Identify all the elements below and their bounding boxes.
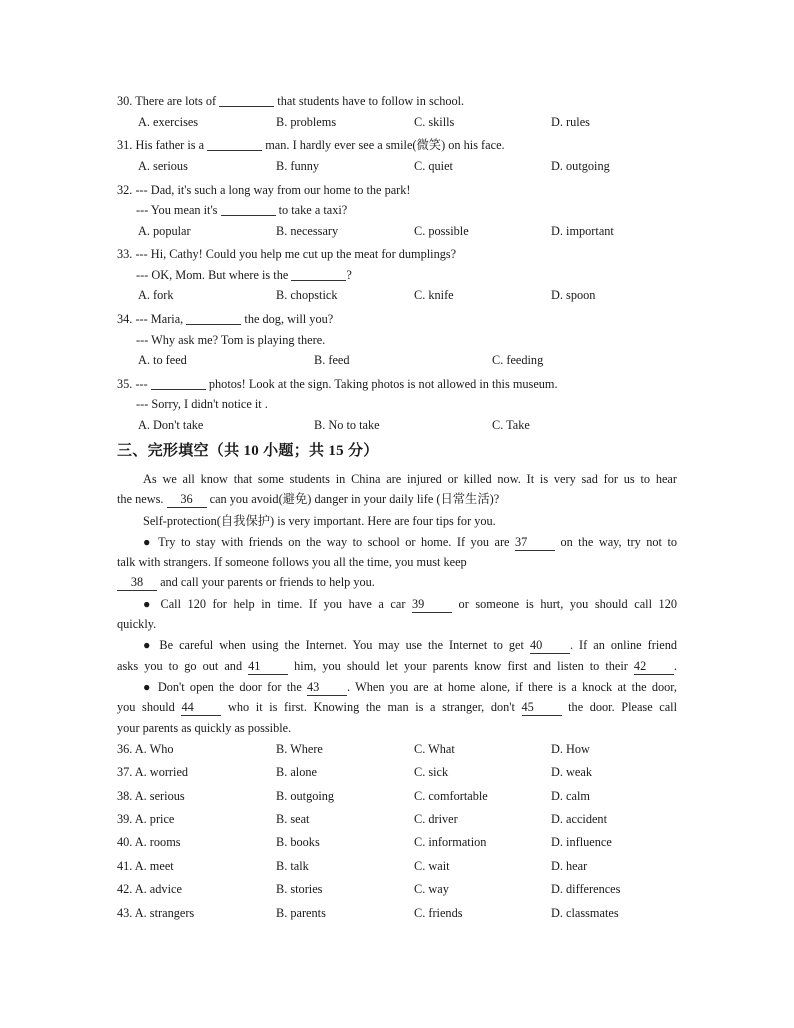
option-a: A. serious bbox=[134, 788, 185, 803]
answer-blank bbox=[219, 95, 274, 107]
option-a: A. rooms bbox=[134, 835, 181, 850]
option-b: B. No to take bbox=[314, 417, 380, 432]
passage-line bbox=[117, 697, 677, 717]
option-c: C. quiet bbox=[414, 158, 453, 173]
options-row bbox=[117, 415, 677, 436]
answer-blank: 36 bbox=[167, 493, 207, 508]
option-c: C. information bbox=[414, 835, 487, 850]
question-number: 42. bbox=[117, 882, 133, 897]
passage-paragraph bbox=[117, 635, 677, 676]
text-segment: ● Don't open the door for the bbox=[143, 679, 308, 694]
option-c: C. Take bbox=[492, 417, 530, 432]
text-segment: man. I hardly ever see a smile(微笑) on his face. bbox=[262, 138, 505, 153]
text-segment: Self-protection(自我保护) is very important. Here are four tips for you. bbox=[143, 513, 496, 528]
option-a-cell bbox=[117, 878, 276, 901]
question-stem-line bbox=[117, 394, 677, 415]
text-segment: --- Why ask me? Tom is playing there. bbox=[136, 332, 326, 347]
question-number: 31. bbox=[117, 138, 133, 153]
text-segment: that students have to follow in school. bbox=[274, 94, 465, 108]
question-stem-line bbox=[117, 91, 677, 112]
option-c: C. possible bbox=[414, 223, 469, 238]
cloze-options-row bbox=[117, 761, 677, 784]
text-segment: --- bbox=[135, 376, 151, 391]
option-d: D. calm bbox=[551, 788, 590, 803]
question-number: 35. bbox=[117, 376, 133, 391]
option-d: D. hear bbox=[551, 858, 588, 873]
cloze-options bbox=[117, 738, 677, 925]
text-segment: There are lots of bbox=[135, 94, 220, 108]
text-segment: photos! Look at the sign. Taking photos is not allowed in this museum. bbox=[205, 376, 558, 391]
passage-line bbox=[117, 677, 677, 697]
answer-blank: 44 bbox=[181, 701, 221, 716]
option-d: D. weak bbox=[551, 765, 592, 780]
option-c: C. driver bbox=[414, 812, 458, 827]
option-a-cell bbox=[117, 831, 276, 854]
option-b: B. necessary bbox=[276, 223, 339, 238]
passage-line bbox=[117, 511, 677, 531]
question-number: 36. bbox=[117, 741, 133, 756]
text-segment: --- You mean it's bbox=[136, 203, 221, 218]
option-b: B. alone bbox=[276, 765, 317, 780]
text-segment: . If an online friend bbox=[569, 638, 677, 653]
text-segment: to take a taxi? bbox=[275, 203, 348, 218]
question-number: 40. bbox=[117, 835, 133, 850]
answer-blank: 38 bbox=[117, 576, 157, 591]
option-d: D. rules bbox=[551, 114, 590, 129]
question-number: 39. bbox=[117, 812, 133, 827]
answer-blank bbox=[186, 313, 241, 325]
option-b: B. outgoing bbox=[276, 788, 335, 803]
cloze-options-row bbox=[117, 738, 677, 761]
passage-paragraph bbox=[117, 677, 677, 738]
text-segment: As we all know that some students in China are injured or killed now. It is very sad for us to hear bbox=[143, 471, 677, 486]
options-row bbox=[117, 156, 677, 177]
text-segment: --- OK, Mom. But where is the bbox=[136, 267, 292, 282]
answer-blank bbox=[207, 139, 262, 151]
cloze-passage bbox=[117, 469, 677, 738]
option-c: C. What bbox=[414, 741, 455, 756]
option-a: A. to feed bbox=[138, 353, 187, 368]
question-item bbox=[117, 135, 677, 176]
passage-line bbox=[117, 469, 677, 489]
question-number: 37. bbox=[117, 765, 133, 780]
answer-blank bbox=[291, 269, 346, 281]
answer-blank bbox=[221, 204, 276, 216]
answer-blank: 45 bbox=[522, 701, 562, 716]
question-item bbox=[117, 180, 677, 242]
option-d: D. spoon bbox=[551, 288, 596, 303]
text-segment: --- Sorry, I didn't notice it . bbox=[136, 397, 268, 412]
passage-paragraph bbox=[117, 511, 677, 531]
text-segment: ● Call 120 for help in time. If you have a car bbox=[143, 596, 412, 611]
option-a-cell bbox=[117, 855, 276, 878]
text-segment: . bbox=[673, 658, 677, 673]
option-a: A. strangers bbox=[134, 905, 195, 920]
options-row bbox=[117, 285, 677, 306]
option-b: B. funny bbox=[276, 158, 320, 173]
text-segment: can you avoid(避免) danger in your daily life (日常生活)? bbox=[206, 492, 500, 507]
option-d: D. influence bbox=[551, 835, 612, 850]
question-number: 34. bbox=[117, 312, 133, 327]
text-segment: the news. bbox=[117, 492, 167, 507]
option-d: D. classmates bbox=[551, 905, 619, 920]
text-segment: ? bbox=[346, 267, 352, 282]
option-b: B. chopstick bbox=[276, 288, 338, 303]
passage-paragraph bbox=[117, 594, 677, 635]
passage-line bbox=[117, 552, 677, 572]
multiple-choice-questions bbox=[117, 91, 677, 435]
option-b: B. parents bbox=[276, 905, 326, 920]
option-b: B. Where bbox=[276, 741, 323, 756]
question-number: 43. bbox=[117, 905, 133, 920]
text-segment: or someone is hurt, you should call 120 bbox=[451, 596, 677, 611]
passage-line bbox=[117, 635, 677, 655]
text-segment: --- Hi, Cathy! Could you help me cut up the meat for dumplings? bbox=[135, 247, 457, 262]
question-number: 32. bbox=[117, 182, 133, 197]
answer-blank bbox=[151, 378, 206, 390]
answer-blank: 42 bbox=[634, 660, 674, 675]
option-a: A. popular bbox=[138, 223, 191, 238]
option-b: B. stories bbox=[276, 882, 323, 897]
passage-line bbox=[117, 594, 677, 614]
option-d: D. accident bbox=[551, 812, 607, 827]
option-d: D. important bbox=[551, 223, 614, 238]
question-number: 41. bbox=[117, 858, 133, 873]
answer-blank: 37 bbox=[515, 536, 555, 551]
text-segment: and call your parents or friends to help you. bbox=[157, 575, 375, 590]
cloze-options-row bbox=[117, 878, 677, 901]
option-a-cell bbox=[117, 902, 276, 925]
option-c: C. skills bbox=[414, 114, 455, 129]
question-stem-line bbox=[117, 374, 677, 395]
passage-line bbox=[117, 532, 677, 552]
text-segment: you should bbox=[117, 700, 182, 715]
option-a: A. price bbox=[134, 812, 175, 827]
option-c: C. friends bbox=[414, 905, 463, 920]
option-a-cell bbox=[117, 785, 276, 808]
passage-paragraph bbox=[117, 532, 677, 593]
option-c: C. feeding bbox=[492, 353, 544, 368]
question-stem-line bbox=[117, 200, 677, 221]
text-segment: quickly. bbox=[117, 617, 157, 632]
question-stem-line bbox=[117, 309, 677, 330]
question-item bbox=[117, 244, 677, 306]
option-c: C. wait bbox=[414, 858, 450, 873]
option-b: B. problems bbox=[276, 114, 337, 129]
option-a: A. serious bbox=[138, 158, 188, 173]
question-stem-line bbox=[117, 265, 677, 286]
passage-line bbox=[117, 614, 677, 634]
text-segment: ● Be careful when using the Internet. You may use the Internet to get bbox=[143, 638, 530, 653]
text-segment: . When you are at home alone, if there is a knock at the door, bbox=[347, 679, 677, 694]
option-a: A. meet bbox=[134, 858, 174, 873]
question-item bbox=[117, 374, 677, 436]
option-a: A. fork bbox=[138, 288, 174, 303]
passage-line bbox=[117, 489, 677, 509]
answer-blank: 43 bbox=[307, 681, 347, 696]
passage-line bbox=[117, 572, 677, 592]
option-a: A. exercises bbox=[138, 114, 199, 129]
option-d: D. differences bbox=[551, 882, 621, 897]
option-b: B. feed bbox=[314, 353, 350, 368]
cloze-options-row bbox=[117, 808, 677, 831]
cloze-options-row bbox=[117, 785, 677, 808]
passage-line bbox=[117, 656, 677, 676]
option-c: C. comfortable bbox=[414, 788, 488, 803]
options-row bbox=[117, 221, 677, 242]
exam-page bbox=[117, 91, 677, 925]
answer-blank: 40 bbox=[530, 639, 570, 654]
options-row bbox=[117, 112, 677, 133]
option-a: A. Who bbox=[134, 741, 174, 756]
option-a: A. advice bbox=[134, 882, 182, 897]
question-number: 33. bbox=[117, 247, 133, 262]
option-a-cell bbox=[117, 808, 276, 831]
cloze-options-row bbox=[117, 902, 677, 925]
cloze-options-row bbox=[117, 831, 677, 854]
passage-line bbox=[117, 718, 677, 738]
question-number: 38. bbox=[117, 788, 133, 803]
question-item bbox=[117, 309, 677, 371]
option-d: D. How bbox=[551, 741, 590, 756]
question-stem-line bbox=[117, 180, 677, 201]
text-segment: your parents as quickly as possible. bbox=[117, 720, 292, 735]
text-segment: the door. Please call bbox=[561, 700, 678, 715]
question-number: 30. bbox=[117, 94, 133, 108]
option-b: B. talk bbox=[276, 858, 309, 873]
option-c: C. way bbox=[414, 882, 449, 897]
text-segment: asks you to go out and bbox=[117, 658, 249, 673]
option-a-cell bbox=[117, 738, 276, 761]
text-segment: the dog, will you? bbox=[241, 312, 334, 327]
text-segment: who it is first. Knowing the man is a stranger, don't bbox=[221, 700, 522, 715]
cloze-options-row bbox=[117, 855, 677, 878]
option-c: C. sick bbox=[414, 765, 449, 780]
options-row bbox=[117, 350, 677, 371]
text-segment: talk with strangers. If someone follows you all the time, you must keep bbox=[117, 555, 467, 570]
text-segment: --- Dad, it's such a long way from our home to the park! bbox=[135, 182, 411, 197]
text-segment: ● Try to stay with friends on the way to school or home. If you are bbox=[143, 534, 516, 549]
option-b: B. books bbox=[276, 835, 320, 850]
question-stem-line bbox=[117, 330, 677, 351]
option-d: D. outgoing bbox=[551, 158, 610, 173]
text-segment: His father is a bbox=[135, 138, 208, 153]
question-stem-line bbox=[117, 135, 677, 156]
text-segment: him, you should let your parents know first and listen to their bbox=[288, 658, 634, 673]
answer-blank: 39 bbox=[412, 598, 452, 613]
option-a: A. Don't take bbox=[138, 417, 204, 432]
section-title: 三、完形填空（共 10 小题；共 15 分） bbox=[117, 443, 379, 460]
question-item bbox=[117, 91, 677, 132]
option-c: C. knife bbox=[414, 288, 454, 303]
text-segment: on the way, try not to bbox=[555, 534, 678, 549]
option-a: A. worried bbox=[134, 765, 189, 780]
option-a-cell bbox=[117, 761, 276, 784]
passage-paragraph bbox=[117, 469, 677, 510]
answer-blank: 41 bbox=[248, 660, 288, 675]
option-b: B. seat bbox=[276, 812, 310, 827]
question-stem-line bbox=[117, 244, 677, 265]
text-segment: --- Maria, bbox=[135, 312, 187, 327]
